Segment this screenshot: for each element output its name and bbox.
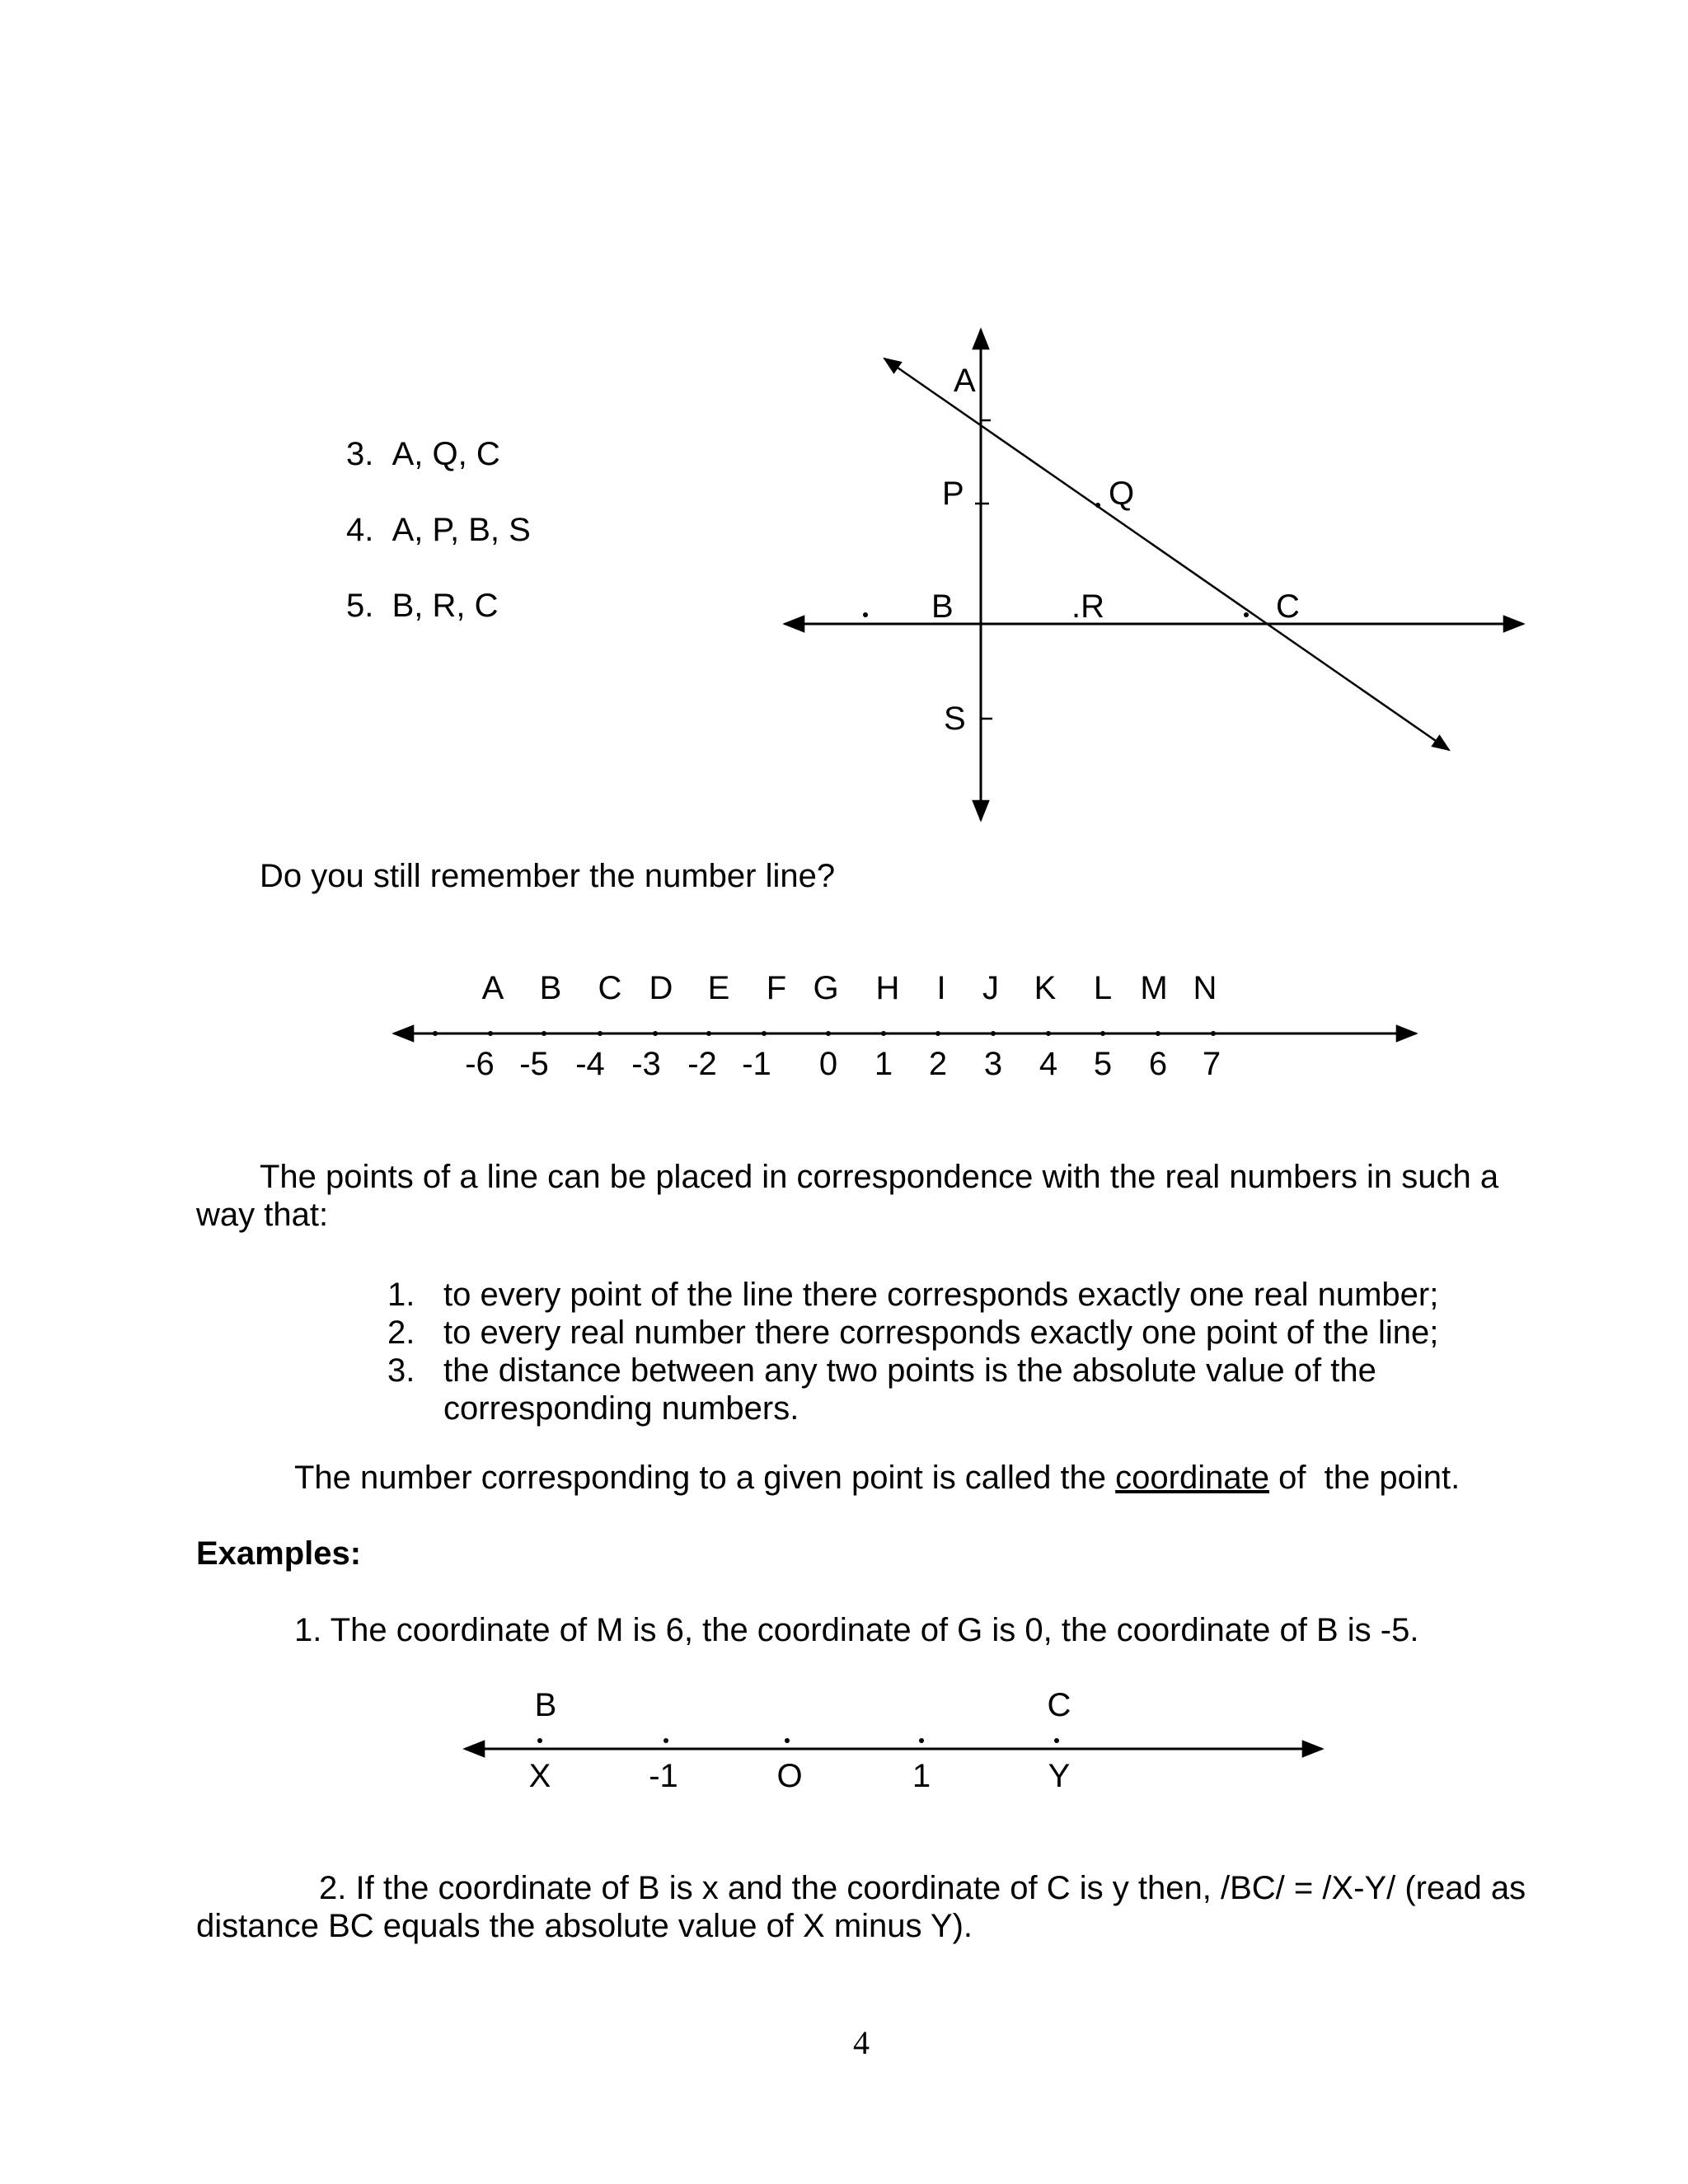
letter-label: J	[982, 970, 999, 1006]
label-Q: Q	[1109, 476, 1135, 512]
number-line-letters	[482, 970, 1217, 1006]
list-number: 3.	[387, 1352, 415, 1389]
list-item	[387, 1276, 1474, 1314]
point-Q-dot	[1095, 503, 1100, 508]
example-1: 1. The coordinate of M is 6, the coordinate of G is 0, the coordinate of B is -5.	[294, 1612, 1419, 1648]
number-label: 2	[928, 1046, 948, 1082]
example-label-B: B	[534, 1687, 557, 1723]
diagonal-line	[884, 359, 1449, 750]
number-label: 1	[874, 1046, 893, 1082]
paragraph-line-1: The points of a line can be placed in correspondence with the real numbers in such a	[260, 1159, 1499, 1195]
definition-term: coordinate	[1115, 1460, 1269, 1496]
list-text: the distance between any two points is the absolute value of the corresponding numbers.	[443, 1352, 1376, 1427]
list-text: A, P, B, S	[392, 512, 531, 548]
letter-label: C	[598, 970, 622, 1006]
examples-heading: Examples:	[196, 1535, 362, 1572]
definition-before: The number corresponding to a given point is called the	[294, 1460, 1116, 1496]
question-text: Do you still remember the number line?	[260, 858, 836, 894]
letter-label: B	[539, 970, 562, 1006]
definition-after: of the point.	[1268, 1460, 1461, 1496]
example-label-1: 1	[912, 1758, 931, 1794]
number-label: 4	[1039, 1046, 1058, 1082]
letter-label: A	[481, 970, 504, 1006]
list-number: 5.	[346, 588, 374, 624]
number-label: -1	[742, 1046, 771, 1082]
number-label: -3	[631, 1046, 661, 1082]
letter-label: M	[1140, 970, 1168, 1006]
list-text: B, R, C	[392, 588, 499, 624]
number-label: -2	[687, 1046, 717, 1082]
number-label: -4	[575, 1046, 605, 1082]
point-dot-left	[863, 612, 868, 617]
number-label: 5	[1093, 1046, 1113, 1082]
example-line-ticks	[537, 1738, 1059, 1743]
list-text: A, Q, C	[392, 436, 500, 472]
letter-label: D	[649, 970, 673, 1006]
number-label: 6	[1148, 1046, 1168, 1082]
label-A: A	[954, 363, 976, 399]
list-item	[387, 1314, 1474, 1352]
coordinate-definition	[294, 1459, 1460, 1497]
example-label-C: C	[1047, 1687, 1071, 1723]
page-number: 4	[853, 2024, 870, 2061]
label-B: B	[931, 588, 954, 625]
example-2-line-1: 2. If the coordinate of B is x and the coordinate of C is y then, /BC/ = /X-Y/ (read as	[319, 1870, 1526, 1906]
number-label: -6	[465, 1046, 495, 1082]
letter-label: K	[1034, 970, 1057, 1006]
example-label-Y: Y	[1048, 1758, 1071, 1794]
label-P: P	[942, 476, 964, 512]
list-number: 2.	[387, 1315, 415, 1351]
number-line-numbers	[465, 1046, 1221, 1082]
number-label: -5	[519, 1046, 549, 1082]
letter-label: E	[707, 970, 730, 1006]
letter-label: H	[875, 970, 900, 1006]
paragraph-line-2: way that:	[196, 1197, 329, 1233]
list-text: to every real number there corresponds exactly one point of the line;	[443, 1315, 1439, 1351]
example-label-X: X	[528, 1758, 551, 1794]
example-2-line-2: distance BC equals the absolute value of X minus Y).	[196, 1908, 973, 1944]
number-label: 7	[1202, 1046, 1221, 1082]
example-label-neg1: -1	[649, 1758, 678, 1794]
example-label-O: O	[776, 1758, 803, 1794]
letter-label: L	[1093, 970, 1113, 1006]
letter-label: I	[936, 970, 946, 1006]
number-label: 0	[818, 1046, 838, 1082]
list-number: 4.	[346, 512, 374, 548]
list-number: 3.	[346, 436, 374, 472]
letter-label: F	[766, 970, 787, 1006]
list-text: to every point of the line there corresponds exactly one real number;	[443, 1277, 1439, 1313]
number-label: 3	[983, 1046, 1003, 1082]
letter-label: N	[1193, 970, 1217, 1006]
list-item	[387, 1352, 1474, 1427]
label-S: S	[944, 701, 966, 737]
label-C: C	[1276, 588, 1300, 625]
label-R: .R	[1071, 588, 1104, 625]
properties-list	[387, 1276, 1474, 1427]
point-C-dot	[1244, 612, 1249, 617]
letter-label: G	[813, 970, 839, 1006]
list-number: 1.	[387, 1277, 415, 1313]
